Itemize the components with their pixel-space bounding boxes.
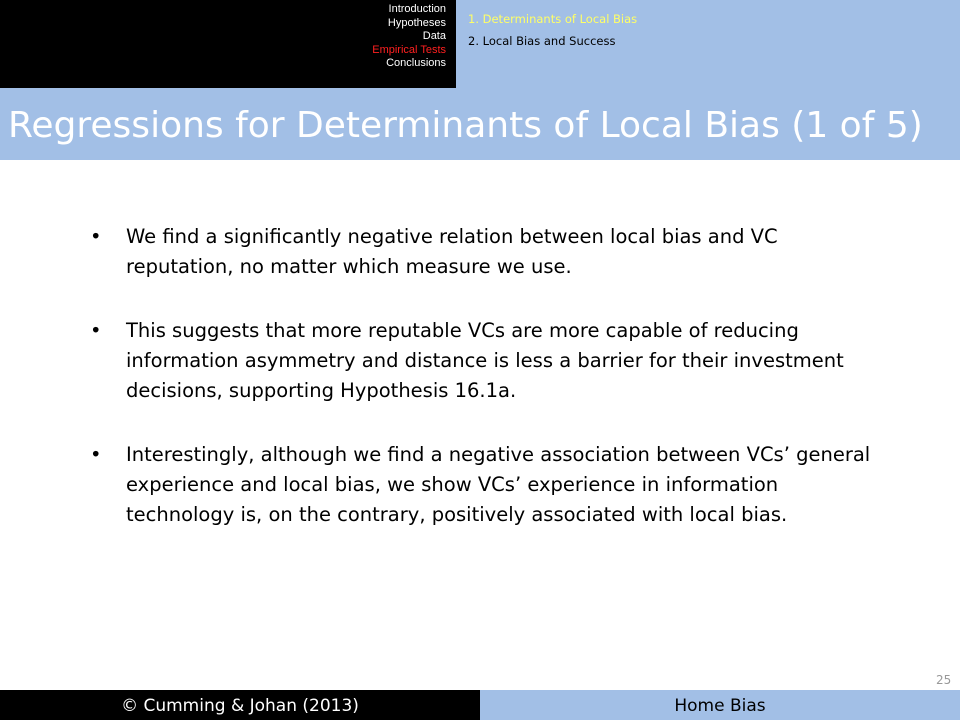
bullet-dot-icon: • bbox=[90, 225, 102, 248]
bullet-item bbox=[90, 440, 890, 530]
nav-item-conclusions[interactable]: Conclusions bbox=[386, 57, 446, 69]
subnav-item-determinants[interactable]: 1. Determinants of Local Bias bbox=[468, 12, 638, 26]
bullet-text: We find a significantly negative relation between local bias and VC reputation, no matter which measure we use. bbox=[126, 225, 778, 278]
bullet-dot-icon: • bbox=[90, 319, 102, 342]
nav-item-empirical-tests[interactable]: Empirical Tests bbox=[372, 43, 446, 56]
slide-title: Regressions for Determinants of Local Bias (1 of 5) bbox=[8, 105, 923, 146]
bullet-list bbox=[90, 222, 890, 564]
bullet-text: This suggests that more reputable VCs are more capable of reducing information asymmetry and distance is less a barrier for their investment decisions, supporting Hypothesis 16.1a. bbox=[126, 319, 844, 402]
subsection-nav-panel bbox=[456, 0, 960, 88]
page-number: 25 bbox=[936, 673, 952, 687]
subnav-item-success[interactable]: 2. Local Bias and Success bbox=[468, 34, 616, 48]
nav-item-introduction[interactable]: Introduction bbox=[388, 3, 446, 15]
bullet-text: Interestingly, although we find a negative association between VCs’ general experience and local bias, we show VCs’ experience in information technology is, on the contrary, positively associated with local bias. bbox=[126, 443, 871, 526]
bullet-item bbox=[90, 222, 890, 282]
title-bar bbox=[0, 88, 960, 160]
nav-item-data[interactable]: Data bbox=[422, 30, 446, 42]
section-nav-list bbox=[372, 3, 446, 71]
subsection-nav-list bbox=[468, 8, 637, 52]
footer-copyright: © Cumming & Johan (2013) bbox=[0, 690, 480, 720]
bullet-item bbox=[90, 316, 890, 406]
nav-item-hypotheses[interactable]: Hypotheses bbox=[387, 16, 446, 29]
section-nav-panel bbox=[0, 0, 456, 88]
footer-topic: Home Bias bbox=[480, 690, 960, 720]
bullet-dot-icon: • bbox=[90, 443, 102, 466]
